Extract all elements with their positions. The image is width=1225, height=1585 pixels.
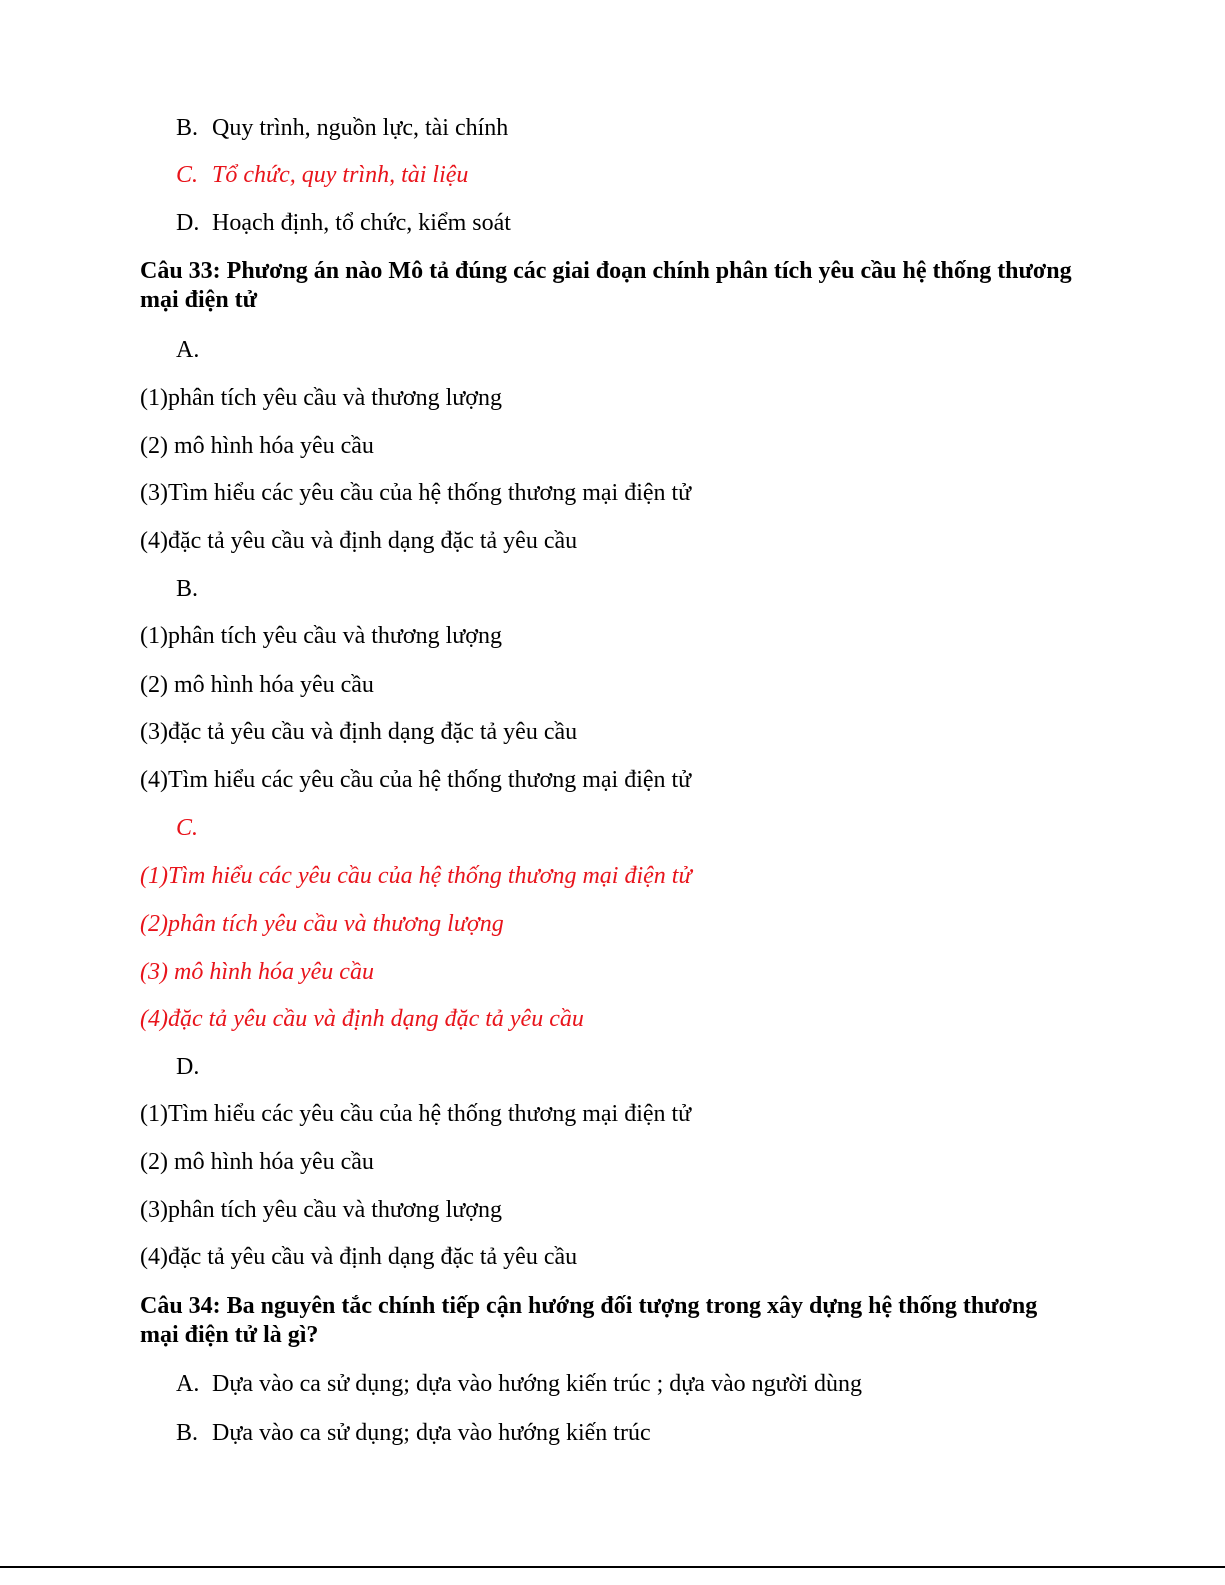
q33-title: Câu 33: Phương án nào Mô tả đúng các giai đoạn chính phân tích yêu cầu hệ thống thương mại điện tử: [140, 258, 1072, 313]
q33-b-step-1: (1)phân tích yêu cầu và thương lượng: [140, 623, 502, 649]
q33-b-step-3: (3)đặc tả yêu cầu và định dạng đặc tả yêu cầu: [140, 719, 578, 745]
page-bottom-border: [0, 1566, 1225, 1568]
q33-c-step-4: (4)đặc tả yêu cầu và định dạng đặc tả yêu cầu: [140, 1006, 584, 1032]
q33-a-step-4: (4)đặc tả yêu cầu và định dạng đặc tả yêu cầu: [140, 528, 578, 554]
q33-option-c-letter: C.: [176, 815, 199, 841]
q33-b-step-2: (2) mô hình hóa yêu cầu: [140, 672, 374, 698]
q33-a-step-3: (3)Tìm hiểu các yêu cầu của hệ thống thương mại điện tử: [140, 480, 692, 506]
q33-option-a-letter: A.: [176, 337, 200, 363]
q33-c-step-2: (2)phân tích yêu cầu và thương lượng: [140, 911, 504, 937]
q33-c-step-1: (1)Tìm hiểu các yêu cầu của hệ thống thương mại điện tử: [140, 863, 692, 889]
q32-option-d: D. Hoạch định, tổ chức, kiểm soát: [176, 210, 511, 236]
q34-option-b: B. Dựa vào ca sử dụng; dựa vào hướng kiến trúc: [176, 1420, 651, 1446]
q32-option-c-correct: C. Tổ chức, quy trình, tài liệu: [176, 162, 469, 188]
q33-a-step-1: (1)phân tích yêu cầu và thương lượng: [140, 385, 502, 411]
q34-option-a: A. Dựa vào ca sử dụng; dựa vào hướng kiến trúc ; dựa vào người dùng: [176, 1371, 862, 1397]
q33-option-d-letter: D.: [176, 1054, 200, 1080]
q34-title: Câu 34: Ba nguyên tắc chính tiếp cận hướng đối tượng trong xây dựng hệ thống thương mại điện tử là gì?: [140, 1293, 1038, 1348]
q32-option-b: B. Quy trình, nguồn lực, tài chính: [176, 115, 509, 141]
q33-d-step-1: (1)Tìm hiểu các yêu cầu của hệ thống thương mại điện tử: [140, 1101, 692, 1127]
q33-c-step-3: (3) mô hình hóa yêu cầu: [140, 959, 374, 985]
q33-b-step-4: (4)Tìm hiểu các yêu cầu của hệ thống thương mại điện tử: [140, 767, 692, 793]
q33-option-b-letter: B.: [176, 576, 199, 602]
q33-a-step-2: (2) mô hình hóa yêu cầu: [140, 433, 374, 459]
q33-d-step-2: (2) mô hình hóa yêu cầu: [140, 1149, 374, 1175]
q33-d-step-3: (3)phân tích yêu cầu và thương lượng: [140, 1197, 502, 1223]
q33-d-step-4: (4)đặc tả yêu cầu và định dạng đặc tả yêu cầu: [140, 1244, 578, 1270]
